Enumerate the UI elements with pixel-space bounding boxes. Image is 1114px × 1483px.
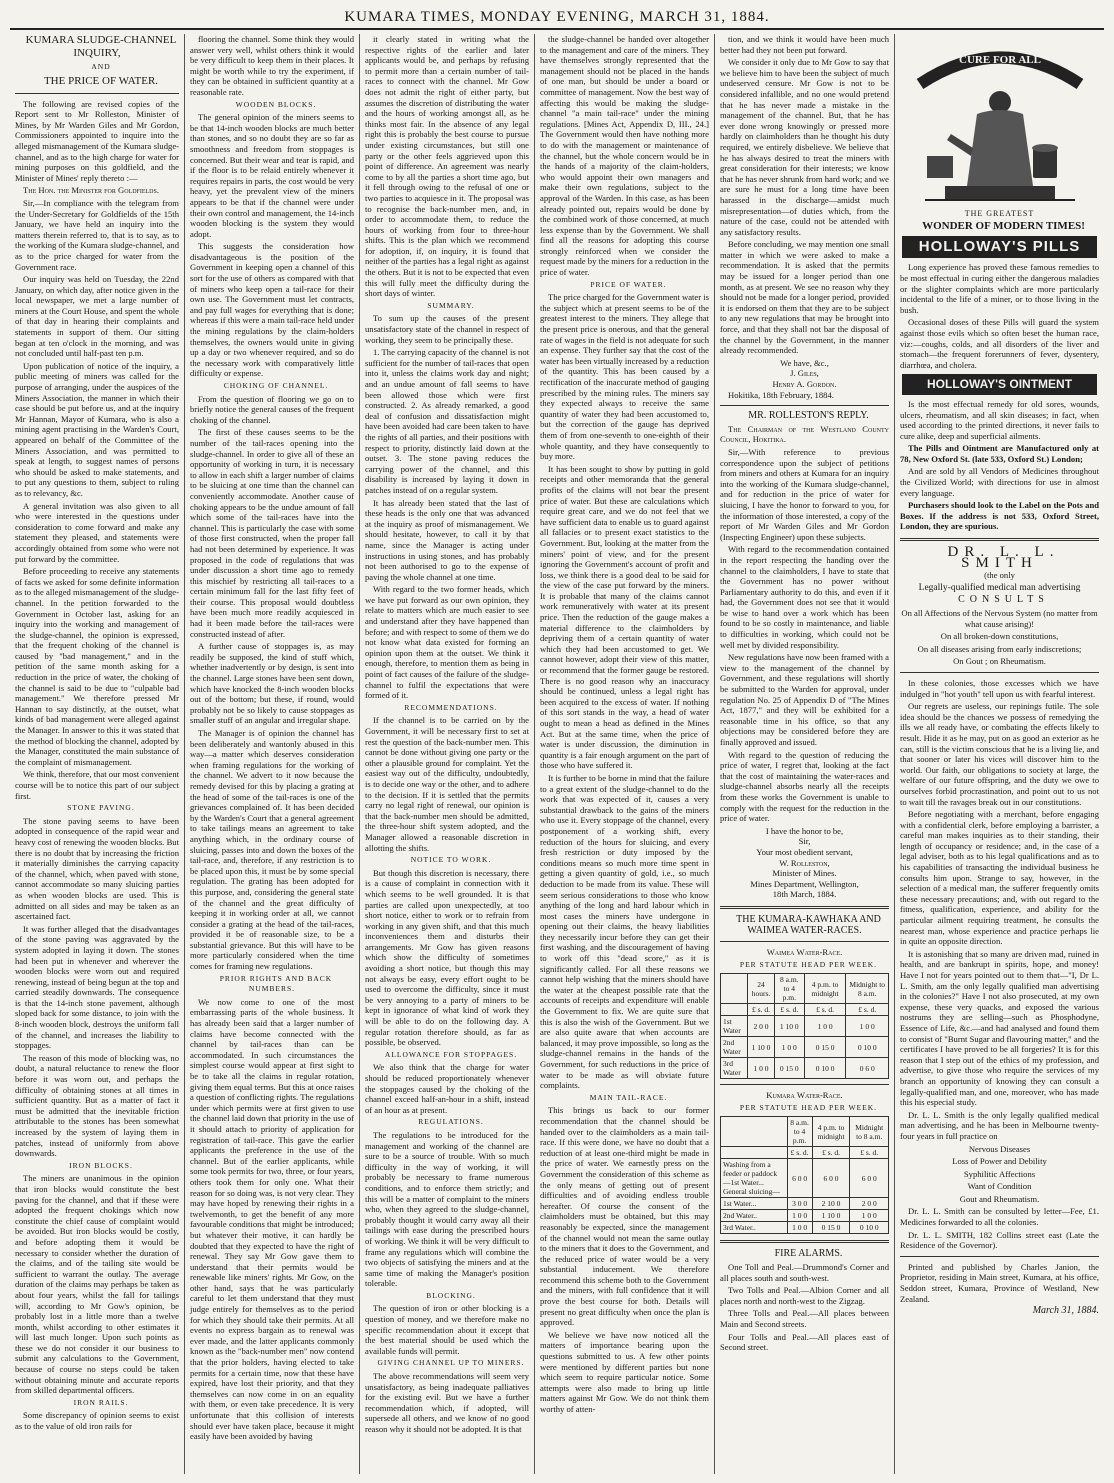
ad-paragraph: And are sold by all Vendors of Medicines throughout the Civilized World; with directions for use in almost every language. xyxy=(900,466,1099,498)
table-row xyxy=(721,1016,889,1037)
table-cell: 1 0 0 xyxy=(748,1058,775,1079)
divider xyxy=(720,405,889,406)
table-row xyxy=(721,1210,889,1222)
section-heading: PRIOR RIGHTS AND BACK NUMBERS. xyxy=(219,973,333,994)
paragraph: The stone paving seems to have been adopted in consequence of the rapid wear and heavy cost of renewing the wooden blocks. But there is no doubt that by increasing the friction it materially diminishes the carrying capacity of the channel, which, when paved with stone, cannot accommodate so many sluicing parties as when wooden blocks are used. This is admitted on all sides and may be taken as an ascertained fact. xyxy=(15,815,179,922)
consults-heading: CONSULTS xyxy=(958,594,1049,606)
paragraph: Before concluding, we may mention one small matter in which we were asked to make a recommendation. It is asked that the permits may be issued for a longer period than one month, as at present. We see no reason why they should not be made for a longer period, provided it is endorsed on them that they are to be subject to any new regulations that may be brought into force, and that they shall not bar the disposal of the channel by the Government, in the manner already recommended. xyxy=(720,239,889,356)
signature-line: Hokitika, 18th February, 1884. xyxy=(728,389,834,400)
divider xyxy=(15,93,179,94)
paragraph: We believe we have now noticed all the matters of importance bearing upon the questions submitted to us. A few other points were mentioned by different parties but none which seem to require particular notice. Some attempts were also made to bring up little matters against Mr Gow. We do not think them worthy of atten- xyxy=(540,1329,709,1414)
table-unit-cell: £ s. d. xyxy=(748,1004,775,1016)
signature-line: Henry A. Gordon. xyxy=(772,379,837,389)
paragraph: We now come to one of the most embarrassing parts of the whole business. It has already been said that a larger number of claims have become connected with the channel by tail-races than can be accommodated. In such circumstances the simplest course would appear at first sight to be to take all the claims in regular rotation, giving them equal terms. But this at once raises a question of conflicting rights. The regulations under which permits were at first given to use the channel laid down that priority in the use of it should attach to priority of application for registration of tail-race. This gave the earlier applicants the preference in the use of the channel. But of the earlier applicants, while some took permits for two, three, or four years, others took them for only one. What their reason for so doing was, is not very clear. They may have hoped by renewing their rights in a twelvemonth, to get the benefit of any more favourable conditions that might be introduced; but whatever their motive, it can hardly be doubted that they expected to have the right of renewal. They say Mr Gow gave them to understand that their permits would be renewable like miners' rights. Mr Gow, on the other hand, says that he was particularly careful to let them understand that they must judge entirely for themselves as to the period for which they should take their permits. At all events no express bargain as to renewal was ever made, and the latter applicants commonly known as the "back-number men" now contend that the prior holders, having elected to take permits for a certain time, now that these have expired, have lost their priority, and that they themselves can now come in on an equality with them, or even take precedence. It is very unfortunate that this collision of interests should ever have taken place, because it might easily have been avoided by having xyxy=(190,996,354,1442)
table-cell: 0 6 0 xyxy=(846,1058,889,1079)
paragraph: the sludge-channel be handed over altogether to the management and care of the miners. They have themselves strongly represented that the management should not be placed in the hands of one man, but should be under a board or committee of management. Now the best way of affecting this would be making the sludge-channel "a main tail-race" under the mining regulations. [Mines Act, Appendix D, III., 24.] The Government would then have nothing more to do with the management or maintenance of the channel, but the whole concern would be in the hands of a majority of the claim-holders, who would appoint their own managers and make their own regulations, subject to the approval of the Warden. In this case, as has been already pointed out, repairs would be done by the combined work of those concerned, at much less expense than by the Government. We shall find all the reasons for adopting this course strongly reinforced when we consider the request made by the miners for a reduction in the price of water. xyxy=(540,34,709,278)
table-unit-cell: £ s. d. xyxy=(787,1147,812,1159)
paragraph: Sir,—With reference to previous correspondence upon the subject of petitions from miners and others at Kumara for an inquiry into the working of the Kumara sludge-channel, and for reduction in the price of water for sluicing, I have the honor to forward to you, for the information of those interested, a copy of the report of Mr Warden Giles and Mr Gordon (Inspecting Engineer) upon these subjects. xyxy=(720,446,889,542)
column-6 xyxy=(895,34,1104,1474)
table-cell: 2 0 0 xyxy=(850,1198,889,1210)
paragraph: This brings us back to our former recommendation that the channel should be handed over to the claimholders as a main tail-race. If this were done, we have no doubt that a reduction of at least one-third might be made in the price of water. We earnestly press on the Government the consideration of this scheme as the only means of getting out of present difficulties and of avoiding endless trouble hereafter. Of course the consent of the claimholders must be obtained, but this may reasonably be expected, since the management of the channel would not mean the same outlay to the miners that it does to the Government, and the reduced price of water would be a very substantial inducement. We therefore recommend this scheme both to the Government and the miners, with full confidence that it will prove the best course for both. Details will present no great difficulty when once the plan is approved. xyxy=(540,1105,709,1328)
ad-headline: WONDER OF MODERN TIMES! xyxy=(922,220,1085,233)
table-cell: 1 0 0 xyxy=(787,1210,812,1222)
ad-line: Loss of Power and Debility xyxy=(952,1156,1047,1167)
column-3 xyxy=(360,34,535,1474)
paragraph: The regulations to be introduced for the management and working of the channel are sure to be a source of trouble. With so much difficulty in the way of working, it will probably be necessary to frame numerous conditions, and to enforce them strictly; and this will be a matter of complaint to the miners who, when they agreed to the sludge-channel, probably thought it would carry away all their tailings with ease during the prescribed hours of working. We think it will be very difficult to frame any regulations which will combine the two objects of satisfying the miners and at the same time of making the Manager's position tolerable. xyxy=(365,1129,529,1289)
paragraph: This suggests the consideration how disadvantageous is the position of the Government in keeping open a channel of this sort for the use of others as compared with that of miners who keep open a tail-race for their own use. The Government must let contracts, and pay full wages for everything that is done; whereas if this were a main tail-race held under the mining regulations by the claim-holders themselves, the owners would unite in giving up a day or two whenever required, and so do the necessary work with comparatively little difficulty or expense. xyxy=(190,241,354,379)
ad-paragraph: The Pills and Ointment are Manufactured only at 78, New Oxford St. (late 533, Oxford St.) London; xyxy=(900,443,1099,464)
paragraph: If the channel is to be carried on by the Government, it will be necessary first to set at rest the question of the back-number men. This cannot be done without giving one party or the other a plausible ground for complaint. Yet the easiest way out of the difficulty, undoubtedly, is to decide one way or the other, and to adhere to the decision. If it is settled that the permits carry no legal right of renewal, our opinion is that the back-number men should be admitted, the three-hour shift system adopted, and the Manager allowed a reasonable discretion in allotting the shifts. xyxy=(365,715,529,853)
paragraph: New regulations have now been framed with a view to the management of the channel by Government, and these regulations will shortly be submitted to the Warden for approval, under regulation No. 25 of Appendix D of "The Mines Act, 1877," and they will be exhibited for a reasonable time in his office, so that any objections may be considered before they are finally approved and issued. xyxy=(720,652,889,747)
divider xyxy=(720,1084,889,1085)
section-heading: IRON BLOCKS. xyxy=(69,1160,133,1170)
seated-figure-illustration xyxy=(905,36,1095,206)
table-cell: 0 15 0 xyxy=(812,1222,850,1234)
table-title: Kumara Water-Race. xyxy=(766,1090,843,1101)
table-cell: 1 10 0 xyxy=(748,1037,775,1058)
table-cell: 2 0 0 xyxy=(748,1016,775,1037)
signature-line: We have, &c., xyxy=(780,357,829,368)
table-cell: 1 0 0 xyxy=(787,1222,812,1234)
fire-alarm-line: One Toll and Peal.—Drummond's Corner and all places south and south-west. xyxy=(720,1262,889,1283)
table-cell: 1 0 0 xyxy=(850,1210,889,1222)
fire-alarms-title: FIRE ALARMS. xyxy=(774,1248,843,1260)
divider xyxy=(900,1256,1099,1257)
table-cell: 0 15 0 xyxy=(774,1058,804,1079)
paragraph: It has already been stated that the last of these heads is the only one that was advanced at the inquiry as proof of mismanagement. We should hesitate, however, to call it by that name, since the Manager is acting under instructions in using stones, and has probably not been authorised to go to the expense of paving the whole channel at one time. xyxy=(365,497,529,582)
holloway-illustration xyxy=(900,36,1099,209)
imprint-date: March 31, 1884. xyxy=(1032,1305,1099,1317)
ad-paragraph: Is the most effectual remedy for old sores, wounds, ulcers, rheumatism, and all skin diseases; in fact, when used according to the printed directions, it never fails to cure alike, deep and superficial ailments. xyxy=(900,398,1099,441)
signature-line: Sir, xyxy=(798,836,811,847)
paragraph: it clearly stated in writing what the respective rights of the earlier and later applicants would be, and perhaps by refusing to permit more than a certain number of tail-races to connect with the channel. Mr Gow does not admit the right of either party, but assumes the discretion of distributing the water and the hours of working amongst all, as he thinks most fair. In the absence of any legal right this is probably the best course to pursue under existing circumstances, but still one party or the other feels aggrieved upon this point of difference. An agreement was nearly come to by all the parties a short time ago, but it fell through owing to the refusal of one or two parties to acquiesce in it. The proposal was to recognise the back-number men, and, in order to accommodate them, to reduce the hours of working from four to three-hour shifts. This is the plan which we recommend for adoption, if, on inquiry, it is found that neither of the parties has a legal right as against the others. But it is not to be expected that even this will fully meet the difficulty during the short days of winter. xyxy=(365,34,529,299)
section-heading: IRON RAILS. xyxy=(73,1397,129,1407)
ad-line: Syphilitic Affections xyxy=(963,1168,1036,1179)
ad-line: On all diseases arising from early indiscretions; xyxy=(917,643,1082,654)
ointment-title: HOLLOWAY'S OINTMENT xyxy=(904,376,1095,393)
figure-base xyxy=(945,186,1055,200)
ad-line: On all Affections of the Nervous System (no matter from what cause arising)! xyxy=(901,608,1098,629)
ointment-banner xyxy=(902,374,1097,395)
paragraph: It is further to be borne in mind that the failure to a great extent of the sludge-channel to do the work that was expected of it, causes a very substantial drawback to the gains of the miners who use it. Every stoppage of the channel, every postponement of a working shift, every reduction of the hours for sluicing, and every fresh restriction or duty imposed by the conditions means so much more time spent in getting a given quantity of gold, i.e., so much deduction to be made from its value. These will seem serious considerations to those who know anything of the long and hard labour which in most cases the miners have undergone in opening out their claims, the heavy liabilities they necessarily incur before they can get their first washing, and the discouragement of having to work off this "dead score," as it is significantly called. For all these reasons we cannot help wishing that the miners should have the water at the cheapest possible rate that the accounts of receipts and expenditure will enable the Government to fix. We are quite sure that this is also the wish of the Government. But we are also quite aware that when accounts are balanced, it may prove impossible, so long as the sludge-channel remains in the hands of the Government, for such reductions in the price of water to be made as will obviate future complaints. xyxy=(540,772,709,1091)
pill-box xyxy=(927,156,953,178)
section-heading: REGULATIONS. xyxy=(418,1117,484,1127)
fire-alarm-line: Three Tolls and Peal.—All places between Main and Second streets. xyxy=(720,1308,889,1330)
ad-paragraph: Occasional doses of these Pills will guard the system against those evils which so often beset the human race, viz:—coughs, colds, and all disorders of the liver and stomach—the frequent forerunners of fever, dysentery, diarrhœa, and cholera. xyxy=(900,317,1099,370)
paragraph: 1. The carrying capacity of the channel is not sufficient for the number of tail-races that open into it, unless the claims work day and night; and an undue amount of fall seems to have been allowed those which were first constructed. 2. As already remarked, a good deal of confusion and dissatisfaction might have been avoided had care been taken to have the rights of all parties, and their positions with respect to priority, distinctly laid down at the outset. 3. The stone paving reduces the carrying power of the channel, and this disability is increased by laying it down in patches instead of on a regular system. xyxy=(365,347,529,495)
paragraph: The question of iron or other blocking is a question of money, and we therefore make no specific recommendation about it except that the best material should be used which the available funds will permit. xyxy=(365,1303,529,1356)
table-unit-cell xyxy=(721,1147,788,1159)
table-cell: 1 0 0 xyxy=(774,1037,804,1058)
fire-alarm-line: Two Tolls and Peal.—Albion Corner and all places north and north-west to the Zigzag. xyxy=(720,1285,889,1306)
paragraph: flooring the channel. Some think they would answer very well, whilst others think it would be very difficult to keep them in their places. It might be worth while to try the experiment, if they can be obtained in sufficient quantity at a reasonable rate. xyxy=(190,34,354,97)
pills-banner xyxy=(902,236,1097,259)
paragraph: We also think that the charge for water should be reduced proportionately whenever the stoppages caused by the choking of the channel exceed half-an-hour in a shift, instead of an hour as at present. xyxy=(365,1062,529,1115)
table-unit-cell: £ s. d. xyxy=(850,1147,889,1159)
paragraph: From the question of flooring we go on to briefly notice the general causes of the frequent choking of the channel. xyxy=(190,393,354,425)
ad-tagline: THE GREATEST xyxy=(964,208,1035,218)
article-title: KUMARA SLUDGE-CHANNEL INQUIRY, xyxy=(25,34,177,59)
paragraph: The above recommendations will seem very unsatisfactory, as being inadequate palliatives for the existing evil. But we have a further recommendation which, if adopted, will supersede all others, and we know of no good reason why it should not be adopted. It is that xyxy=(365,1371,529,1434)
signature-line: 18th March, 1884. xyxy=(772,889,837,900)
table-cell: 2 10 0 xyxy=(812,1198,850,1210)
table-cell: 1 0 0 xyxy=(804,1016,846,1037)
masthead: KUMARA TIMES, MONDAY EVENING, MARCH 31, 1884. xyxy=(10,6,1104,30)
signature-line: J. Giles, xyxy=(790,368,819,379)
ad-paragraph: It is astonishing that so many are driven mad, ruined in health, and are bankrupt in spirits, hope, and money! Have I not for years pointed out to them that—"I, Dr L. L. Smith, am the only legally qualified man advertising in the colonies?" Have I not also prosecuted, at my own expense, these very quacks, and exposed the various nostrums they are selling—such as Phosphodyne, Essence of Life, &c.—and had analysed and found them to consist of "Burnt Sugar and flavouring matter," and the certificates I have proved to be all forgeries? It is for this reason that I step out of the ethics of my profession, and advertise, to give those who require the services of my branch an opportunity of knowing they can consult a legally-qualified man, and one, moreover, who has made this his especial study. xyxy=(900,948,1099,1108)
paragraph: The miners are unanimous in the opinion that iron blocks would constitute the best paving for the channel, and that if these were adopted the frequent chokings which now constitute the chief cause of complaint would be avoided. But iron blocks would be costly, and before adopting them it would be necessary to consider whether the duration of the claims, and of the tailing site would be sufficient to warrant the outlay. The average duration of the claims may perhaps be taken as about four years, whilst the fall for tailings will, according to Mr Gow's opinion, be probably lost in a little more than a twelve month, whilst according to other estimates it will last much longer. Upon such points as these we do not consider it our business to submit any calculations to the Government, because of course no steps could be taken without obtaining minute and accurate reports from skilled departmental officers. xyxy=(15,1173,179,1396)
ad-line: On all broken-down constitutions, xyxy=(940,631,1059,642)
paragraph: With regard to the recommendation contained in the report respecting the handing over the channel to the claimholders, I have to state that the Government has no power without Parliamentary authority to do this, and even if it had, the Government does not see that it would be wise to hand over a work which has been found to be so costly in maintenance, and liable to difficulties in working, which could not be well met by divided responsibility. xyxy=(720,544,889,650)
paragraph: It has been sought to show by putting in gold receipts and other memoranda that the general profits of the claims will not bear the present price of water. But these are calculations which require great care, and we do not feel that we have sufficient data to enable us to guard against all fallacies or to present exact statistics to the Government. But, looking at the matter from the miners' point of view, and for the present ignoring the Government's account of profit and loss, we think there is a good deal to be said for the view of the case put forward by the miners. It is probable that many of the claims cannot work remuneratively with water at its present price. Then the reduction of the gauge makes a material difference to the claimholders by depriving them of a certain quantity of water which they had been accustomed to get. We cannot however, adopt their view of this matter, or recommend that the former gauge be restored. There is no good reason why an inaccuracy should be continued, unless a legal right has been acquired to the excess of water. If nothing of this sort stands in the way, a head of water ought to mean a head as defined in the Mines Act. But at the same time, when the price of water is under discussion, the diminution in quantity is a fair enough argument on the part of those who have suffered it. xyxy=(540,463,709,771)
races-title: THE KUMARA-KAWHAKA AND WAIMEA WATER-RACES. xyxy=(736,913,881,936)
paragraph: A general invitation was also given to all who were interested in the questions under consideration to come forward and make any statement they pleased, and statements were accordingly obtained from some who were not put forward by the committee. xyxy=(15,500,179,564)
section-heading: MAIN TAIL-RACE. xyxy=(589,1092,668,1102)
table-cell: 1st Water... xyxy=(721,1198,788,1210)
table-cell: Washing from a feeder or paddock—1st Water... General sluicing— xyxy=(721,1159,788,1198)
table-unit-cell xyxy=(721,1004,748,1016)
table-unit-cell: £ s. d. xyxy=(812,1147,850,1159)
table-cell: 2nd Water xyxy=(721,1037,748,1058)
section-heading: SUMMARY. xyxy=(427,300,475,310)
table-cell: 1 10 0 xyxy=(774,1016,804,1037)
table-header-cell: 4 p.m. to midnight xyxy=(804,974,846,1004)
table-cell: 1 0 0 xyxy=(846,1016,889,1037)
table-subtitle: PER STATUTE HEAD PER WEEK. xyxy=(739,959,878,969)
table-header-cell xyxy=(721,974,748,1004)
table-cell: 6 0 0 xyxy=(812,1159,850,1198)
ad-line: (the only xyxy=(984,570,1015,581)
table-row xyxy=(721,1037,889,1058)
section-heading: NOTICE TO WORK. xyxy=(410,855,492,865)
table-header-cell: Midnight to 8 a.m. xyxy=(850,1117,889,1147)
table-unit-cell: £ s. d. xyxy=(846,1004,889,1016)
paragraph: The following are revised copies of the Report sent to Mr Rolleston, Minister of Mines, by Mr Warden Giles and Mr Gordon, Commissioners appointed to inquire into the alleged mismanagement of the Kumara sludge-channel, and as to the high charge for water for mining purposes on this goldfield, and the Minister of Mines' reply thereto :— xyxy=(15,98,179,183)
table-header-cell: 4 p.m. to midnight xyxy=(812,1117,850,1147)
table-header-cell xyxy=(721,1117,788,1147)
paragraph: With regard to the two former heads, which we have put forward as our own opinion, they relate to matters which are much easier to see and understand after they have happened than before; and with respect to some of them we do not know what data existed for forming an opinion upon them at the outset. We think it enough, therefore, to mention them as being in point of fact causes of the failure of the sludge-channel to fulfil the expectations that were formed of it. xyxy=(365,584,529,701)
table-row xyxy=(721,1058,889,1079)
paragraph: It was further alleged that the disadvantages of the stone paving was aggravated by the system adopted in laying it down. The stones had been put in whenever and wherever the wooden blocks were worn out and required renewing, instead of being begun at the top and carried steadily downwards. The consequence is that the 14-inch stone pavement, although sloped back for some distance, to join with the 8-inch wooden block, destroys the uniform fall of the channel, and increases the liability to stoppages. xyxy=(15,923,179,1051)
signature-line: Minister of Mines. xyxy=(772,868,837,879)
paragraph: The Manager is of opinion the channel has been deliberately and wantonly abused in this way—a matter which deserves consideration when framing regulations for the working of the channel. We advert to it now because the remedy devised for this by placing a grating at the head of some of the tail-races is one of the grievances complained of. It has been decided by the Warden's Court that a general agreement to take tailings means an agreement to take anything which, in the ordinary course of sluicing, passes into and down the boxes of the tail-race, and, therefore, if any restriction is to be placed upon this, it must be by some special regulation. The grating has been adopted for this purpose, and, considering the general state of the channel and the great difficulty of keeping it in working order at all, we cannot consider a grating at the head of the tail-races, provided it be of reasonable size, to be a substantial grievance. But this will have to be more particularly considered when the time comes for framing new regulations. xyxy=(190,728,354,972)
paragraph: With regard to the question of reducing the price of water, I regret that, looking at the fact that the cost of maintaining the water-races and sludge-channel absorbs nearly all the receipts from these works the Government is unable to comply with the request for the reduction in the price of water. xyxy=(720,749,889,824)
figure-arm xyxy=(947,134,973,156)
banner-text: CURE FOR ALL xyxy=(958,54,1041,66)
ad-line: On Gout ; on Rheumatism. xyxy=(953,656,1046,667)
column-1 xyxy=(10,34,185,1474)
divider xyxy=(720,1240,889,1243)
address-line: The Chairman of the Westland County Council, Hokitika. xyxy=(720,423,889,445)
columns xyxy=(10,34,1104,1474)
paragraph: To sum up the causes of the present unsatisfactory state of the channel in respect of working, they seem to be principally these. xyxy=(365,313,529,345)
column-5 xyxy=(715,34,895,1474)
paragraph: Sir,—In compliance with the telegram from the Under-Secretary for Goldfields of the 15th January, we have held an inquiry into the matters therein referred to, that is to say, as to the working of the Kumara sludge-channel, and as to the price charged for water from the Government race. xyxy=(15,197,179,272)
divider xyxy=(900,672,1099,673)
section-heading: STONE PAVING. xyxy=(67,803,135,813)
signature-line: Mines Department, Wellington, xyxy=(750,878,859,889)
ad-line: Nervous Diseases xyxy=(968,1143,1031,1154)
signature-line: I have the honor to be, xyxy=(765,825,844,836)
table-cell: 1 10 0 xyxy=(812,1210,850,1222)
section-heading: RECOMMENDATIONS. xyxy=(404,702,498,712)
paragraph: We think, therefore, that our most convenient course will be to notice this part of our subject first. xyxy=(15,769,179,801)
signature-line: Your most obedient servant, xyxy=(756,846,853,857)
table-row xyxy=(721,1159,889,1198)
fire-alarm-line: Four Tolls and Peal.—All places east of Second street. xyxy=(720,1331,889,1353)
kumara-rates-table xyxy=(720,1116,889,1234)
table-subtitle: PER STATUTE HEAD PER WEEK. xyxy=(739,1102,878,1112)
ad-paragraph: In these colonies, those excesses which we have indulged in "hot youth" tell upon us with fearful interest. xyxy=(900,677,1099,699)
divider xyxy=(720,906,889,909)
doctor-name: DR. L. L. SMITH xyxy=(947,544,1060,571)
pills-title: HOLLOWAY'S PILLS xyxy=(904,238,1095,257)
table-cell: 0 15 0 xyxy=(804,1037,846,1058)
table-cell: 6 0 0 xyxy=(850,1159,889,1198)
paragraph: The reason of this mode of blocking was, no doubt, a natural reluctance to renew the floor before it was worn out, and perhaps the difficulty of obtaining stones at all times in sufficient quantity. But as a matter of fact it must be admitted that the inevitable friction attributable to the stones has been somewhat increased by the system of laying them in patches, instead of uniformly from above downwards. xyxy=(15,1052,179,1159)
signature-line: W. Rolleston, xyxy=(779,857,830,868)
table-title: Waimea Water-Race. xyxy=(766,947,843,958)
paragraph: Before proceeding to receive any statements of facts we asked for some definite information as to the alleged mismanagement of the sludge-channel. In the petition forwarded to the Government in October last, asking for an inquiry into the working and management of the sludge-channel, the opinion is expressed, that the frequent choking of the channel is caused by "bad management," and in the petition of the same month asking for a reduction in the price of water, the choking of the channel is said to be due to "culpable bad management." We therefore pressed Mr Hannan to say distinctly, at the outset, what kinds of bad management were alleged against the Manager. In answer to this it was stated that the method of blocking the channel, adopted by the Manager, constituted the main substance of the complaint of mismanagement. xyxy=(15,566,179,767)
column-4 xyxy=(535,34,715,1474)
table-header-cell: 24 hours. xyxy=(748,974,775,1004)
ointment-pot xyxy=(1033,148,1057,178)
paragraph: But though this discretion is necessary, there is a cause of complaint in connection with it which seems to be well grounded. It is that parties are called upon unexpectedly, at too short notice, either to work or to refrain from working in any given shift, and that this much inconveniences them and disturbs their arrangements. Mr Gow has given reasons which show the difficulty of sometimes avoiding a short notice, but though this may not always be easy, every effort ought to be used to overcome the difficulty, since it must be very annoying to a party of miners to be kept in ignorance of what kind of work they will be able to do on the following day. A regular rotation therefore should, as far as possible, be observed. xyxy=(365,867,529,1048)
table-cell: 2nd Water.. xyxy=(721,1210,788,1222)
table-cell: 6 0 0 xyxy=(787,1159,812,1198)
paragraph: Our inquiry was held on Tuesday, the 22nd January, on which day, after notice given in the local newspaper, we met a large number of miners at the Court House, and spent the whole of that day in hearing their complaints and statements in support of them. Our sitting began at ten o'clock in the morning, and was not concluded until half-past ten p.m. xyxy=(15,274,179,359)
ad-paragraph: Purchasers should look to the Label on the Pots and Boxes. If the address is not 533, Oxford Street, London, they are spurious. xyxy=(900,500,1099,532)
ad-paragraph: Before negotiating with a merchant, before engaging with a confidential clerk, before employing a barrister, a careful man makes inquiries as to their standing, their length of occupancy or residence; and, in the case of a legal adviser, both as to his legal qualifications and as to his capabilities of transacting the individual business he consults him upon. Strange to say, however, in the selection of a medical man, the sufferer frequently omits these necessary precautions; and, with out regard to the fitness, qualification, experience, and ability for the particular ailment requiring treatment, he consults the nearest man, whose experience and practice perhaps lie in quite an opposite direction. xyxy=(900,809,1099,947)
table-row xyxy=(721,1222,889,1234)
ad-line: Legally-qualified medical man advertising xyxy=(918,582,1081,593)
pot-lid xyxy=(1032,144,1058,152)
table-cell: 1st Water xyxy=(721,1016,748,1037)
section-heading: BLOCKING. xyxy=(426,1290,476,1300)
ad-paragraph: Dr. L. L. SMITH, 182 Collins street east (Late the Residence of the Governor). xyxy=(900,1229,1099,1251)
section-heading: PRICE OF WATER. xyxy=(590,279,667,289)
section-heading: ALLOWANCE FOR STOPPAGES. xyxy=(384,1049,518,1059)
ad-line: Want of Condition xyxy=(967,1181,1032,1192)
table-unit-cell: £ s. d. xyxy=(774,1004,804,1016)
table-cell: 3rd Water.. xyxy=(721,1222,788,1234)
paragraph: The price charged for the Government water is the subject which at present seems to be of the greatest interest to the miners. They allege that the present price is onerous, and that the general rate of wages in the field is not adequate for such an expense. They further say that the cost of the water has been virtually increased by a reduction of the quantity. This has been caused by a rectification of the inaccurate method of gauging prescribed by the mining rules. The miners say they expected always to receive the same quantity of water they had been accustomed to, but the correction of the gauge has deprived them of from one-seventh to one-eighth of their whole quantity, and they have consequently to buy more. xyxy=(540,292,709,462)
paragraph: We consider it only due to Mr Gow to say that we believe him to have been the subject of much undeserved censure. Mr Gow is not to be considered infallible, and no one would pretend that he has never made a mistake in the management of the channel. But, that he has ever done wrong knowingly or pressed more hardly on claimholders than he thought his duty required, we entirely disbelieve. We believe that he has always desired to treat the miners with great consideration for their interests; we know that he has never shrunk from hard work; and we are sure he must for a long time have been harassed in the discharge—amidst much misrepresentation—of duties which, from the nature of the case, could not be attended with any satisfactory results. xyxy=(720,57,889,237)
paragraph: A further cause of stoppages is, as may readily be supposed, the kind of stuff which, whether inadvertently or by design, is sent into the channel. Large stones have been sent down, which have knocked the 8-inch wooden blocks out of the bottom; but these, if round, would probably not be so likely to cause stoppages as smaller stuff of an angular and irregular shape. xyxy=(190,641,354,726)
divider xyxy=(720,941,889,942)
table-cell: 0 10 0 xyxy=(804,1058,846,1079)
ad-paragraph: Dr. L. L. Smith can be consulted by letter—Fee, £1. Medicines forwarded to all the colonies. xyxy=(900,1206,1099,1228)
table-header-cell: 8 a.m. to 4 p.m. xyxy=(774,974,804,1004)
table-cell: 0 10 0 xyxy=(850,1222,889,1234)
figure-robe xyxy=(967,110,1033,186)
section-heading: GIVING CHANNEL UP TO MINERS. xyxy=(377,1358,525,1368)
table-cell: 3 0 0 xyxy=(787,1198,812,1210)
paragraph: The first of these causes seems to be the number of the tail-races opening into the sludge-channel. In order to give all of these an opportunity of working in turn, it is necessary to allow in each shift a larger number of claims to be sluicing at one time than the channel can conveniently accommodate. Another cause of choking appears to be the undue amount of fall which some of the tail-races have into the channel. This is particularly the case with some of those first constructed, when the proper fall had not been determined by experience. It was proposed in the code of regulations that was under discussion a short time ago to remedy this mischief by restricting all tail-races to a certain minimum fall for the last fifty feet of their course. This proposal would doubtless have been much more readily acquiesced in had it been made before the tail-races were constructed instead of after. xyxy=(190,427,354,639)
table-header-cell: 8 a.m. to 4 p.m. xyxy=(787,1117,812,1147)
reply-title: MR. ROLLESTON'S REPLY. xyxy=(748,410,869,422)
paragraph: Some discrepancy of opinion seems to exist as to the value of old iron rails for xyxy=(15,1410,179,1432)
ad-paragraph: Dr. L. L. Smith is the only legally qualified medical man advertising, and he has been in Melbourne twenty-four years in full practice on xyxy=(900,1109,1099,1141)
ad-line: Gout and Rheumatism. xyxy=(959,1193,1040,1204)
figure-head xyxy=(989,91,1011,113)
waimea-rates-table xyxy=(720,973,889,1079)
table-row xyxy=(721,1198,889,1210)
table-header-cell: Midnight to 8 a.m. xyxy=(846,974,889,1004)
paragraph: tion, and we think it would have been much better had they not been put forward. xyxy=(720,34,889,55)
article-title-2: THE PRICE OF WATER. xyxy=(43,74,159,87)
ad-paragraph: Long experience has proved these famous remedies to be most effectual in curing either the dangerous maladies or the slighter complaints which are more particularly incidental to the life of a miner, or to those living in the bush. xyxy=(900,262,1099,315)
address-line: The Hon. the Minister for Goldfields. xyxy=(23,185,160,196)
article-title-and: AND xyxy=(91,62,111,71)
paragraph: Upon publication of notice of the inquiry, a public meeting of miners was called for the purpose of arranging, under the auspices of the Miners Association, the manner in which their case should be put before us, and at the inquiry Mr Hannan, Mayor of Kumara, who is also a mining agent practising in the Warden's Court, appeared on behalf of the Committee of the Miners Association, and was permitted to speak at length, to suggest names of persons who should be asked to make statements, and to put any questions to them, subject to ruling as to relevancy, &c. xyxy=(15,360,179,498)
imprint: Printed and published by Charles Janion, the Proprietor, residing in Main street, Kumara, at his office, Seddon street, Kumara, Province of Westland, New Zealand. xyxy=(900,1261,1099,1304)
table-cell: 0 10 0 xyxy=(846,1037,889,1058)
section-heading: WOODEN BLOCKS. xyxy=(235,99,317,109)
ad-paragraph: Our regrets are useless, our repinings futile. The sole idea should be the chances we possess of remedying the ills we all ready have, or combating the effects likely to result. Hide it as he may, put on as good an exterior as he can, still is the victim conscious that he is a living lie, and that sooner or later his vices will discover him to the world. Our faith, our obligations to society at large, the welfare of our future offspring, and the duty we owe to ourselves forbid procrastination, and point out to us not to wait till the ravages break out in our constitutions. xyxy=(900,701,1099,807)
divider xyxy=(900,538,1099,541)
column-2 xyxy=(185,34,360,1474)
table-unit-cell: £ s. d. xyxy=(804,1004,846,1016)
paragraph: The general opinion of the miners seems to be that 14-inch wooden blocks are much better than stones, and so no doubt they are so far as smoothness and freedom from stoppages is concerned. But their wear and tear is rapid, and if the floor is to be relaid entirely whenever it requires repairs in parts, the cost would be very heavy, yet the prevalent view of the miners appears to be that if the channel were under their own control and management, the 14-inch wooden blocking is the system they would adopt. xyxy=(190,112,354,239)
table-cell: 3rd Water xyxy=(721,1058,748,1079)
section-heading: CHOKING OF CHANNEL. xyxy=(223,381,329,390)
